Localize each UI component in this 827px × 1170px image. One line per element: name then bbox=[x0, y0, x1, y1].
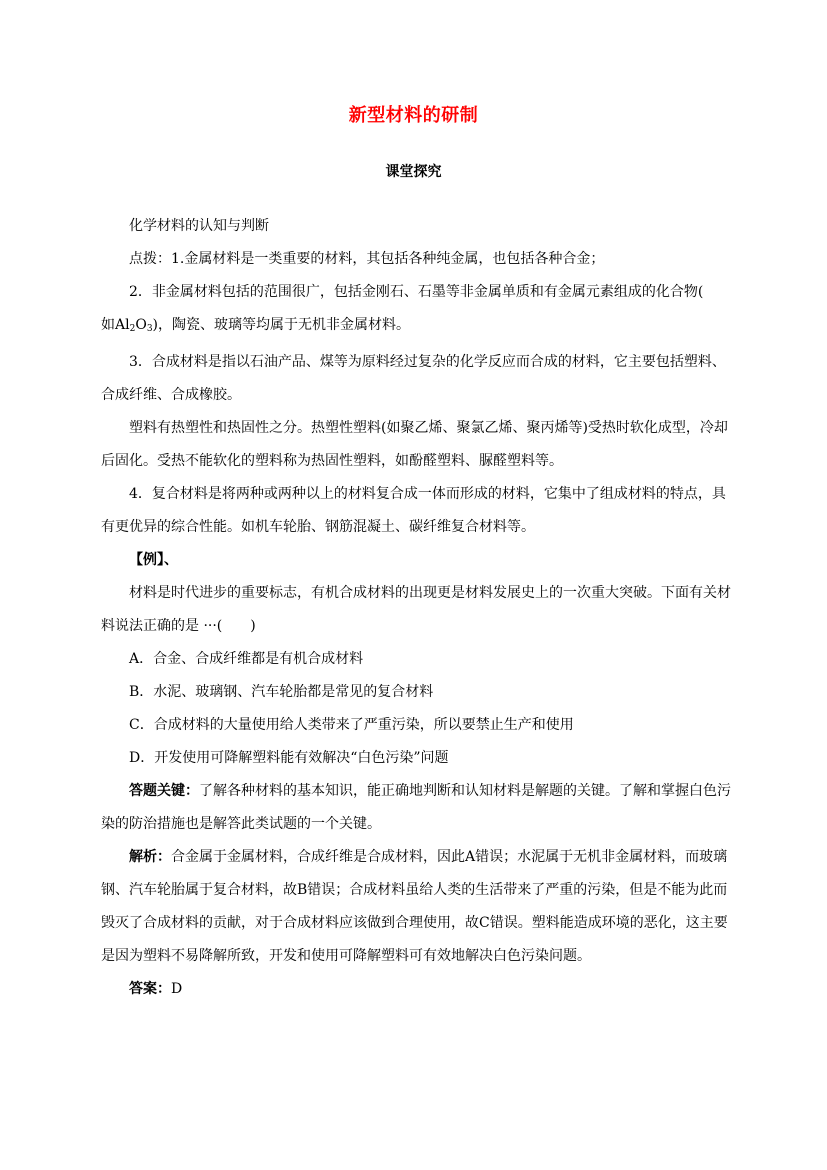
point-3-extra: 塑料有热塑性和热固性之分。热塑性塑料(如聚乙烯、聚氯乙烯、聚丙烯等)受热时软化成型，冷却后固化。受热不能软化的塑料称为热固性塑料，如酚醛塑料、脲醛塑料等。 bbox=[101, 420, 728, 469]
option-c: C．合成材料的大量使用给人类带来了严重污染，所以要禁止生产和使用 bbox=[129, 717, 574, 733]
option-a: A．合金、合成纤维都是有机合成材料 bbox=[129, 651, 364, 667]
answer-label: 答案： bbox=[129, 981, 171, 997]
document-body bbox=[101, 210, 731, 1006]
section-subtitle: 课堂探究 bbox=[385, 164, 442, 180]
analysis-text: 合金属于金属材料，合成纤维是合成材料，因此A错误；水泥属于无机非金属材料，而玻璃钢、汽车轮胎属于复合材料，故B错误；合成材料虽给人类的生活带来了严重的污染，但是不能为此而毁灭了合成材料的贡献，对于合成材料应该做到合理使用，故C错误。塑料能造成环境的恶化，这主要是因为塑料不易降解所致，开发和使用可降解塑料可有效地解决白色污染问题。 bbox=[101, 849, 728, 964]
analysis-label: 解析： bbox=[129, 849, 171, 865]
document-title: 新型材料的研制 bbox=[348, 105, 479, 126]
point-2: 2．非金属材料包括的范围很广，包括金刚石、石墨等非金属单质和有金属元素组成的化合物( 如$Al_2O_3$)，陶瓷、玻璃等均属于无机非金属材料。 bbox=[101, 284, 704, 334]
answer-value: D bbox=[171, 981, 183, 997]
section-heading: 化学材料的认知与判断 bbox=[129, 218, 269, 234]
answer-key-label: 答题关键： bbox=[129, 783, 199, 799]
option-d: D．开发使用可降解塑料能有效解决“白色污染”问题 bbox=[129, 750, 449, 766]
example-question: 材料是时代进步的重要标志，有机合成材料的出现更是材料发展史上的一次重大突破。下面有关材料说法正确的是 ···( ) bbox=[101, 585, 731, 634]
example-label: 【例】、 bbox=[129, 552, 178, 568]
point-3: 3．合成材料是指以石油产品、煤等为原料经过复杂的化学反应而合成的材料，它主要包括塑料、合成纤维、合成橡胶。 bbox=[101, 354, 726, 403]
analysis bbox=[101, 841, 731, 973]
point-1: 点拨：1.金属材料是一类重要的材料，其包括各种纯金属，也包括各种合金； bbox=[129, 251, 605, 267]
option-b: B．水泥、玻璃钢、汽车轮胎都是常见的复合材料 bbox=[129, 684, 434, 700]
answer-key bbox=[101, 775, 731, 841]
answer-key-text: 了解各种材料的基本知识，能正确地判断和认知材料是解题的关键。了解和掌握白色污染的防治措施也是解答此类试题的一个关键。 bbox=[101, 783, 731, 832]
answer bbox=[101, 973, 731, 1006]
point-4: 4．复合材料是将两种或两种以上的材料复合成一体而形成的材料，它集中了组成材料的特点，具有更优异的综合性能。如机车轮胎、钢筋混凝土、碳纤维复合材料等。 bbox=[101, 486, 726, 535]
